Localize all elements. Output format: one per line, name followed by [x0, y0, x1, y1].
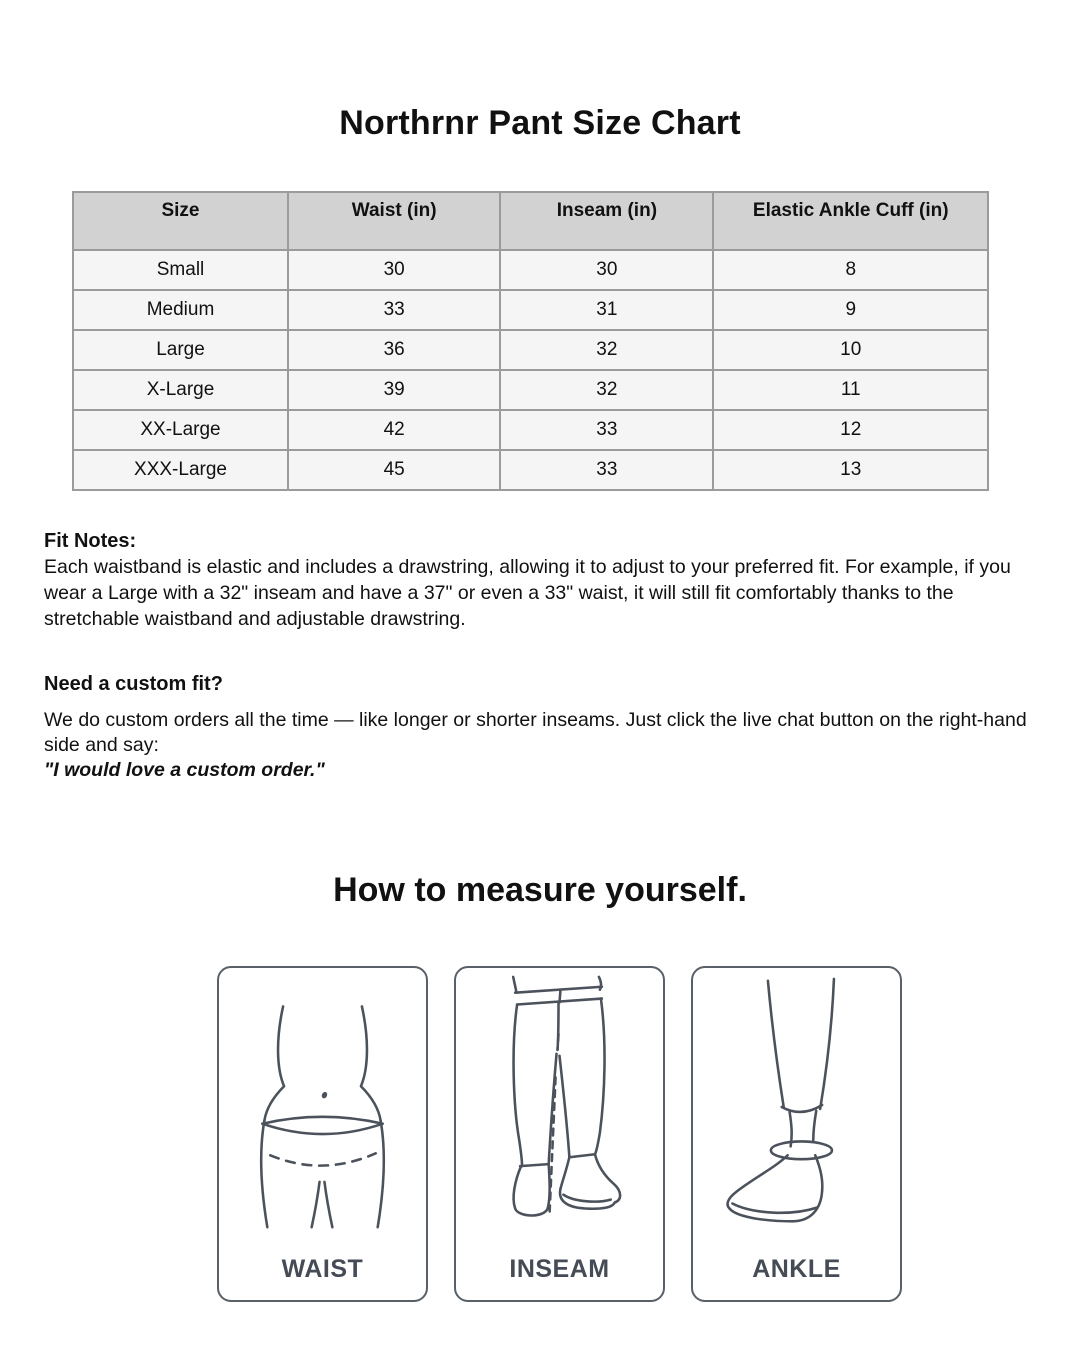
size-chart-table	[72, 191, 989, 491]
table-row	[73, 370, 988, 410]
waist-figure-icon	[221, 974, 424, 1236]
measure-card-inseam	[454, 966, 665, 1302]
measure-card-label: ANKLE	[752, 1255, 841, 1283]
table-cell: 33	[500, 450, 713, 490]
fit-notes-heading: Fit Notes:	[44, 530, 137, 552]
table-cell: 8	[713, 250, 988, 290]
table-cell: XXX-Large	[73, 450, 288, 490]
inseam-figure-icon	[458, 974, 661, 1236]
custom-fit-body: We do custom orders all the time — like longer or shorter inseams. Just click the live chat button on the right-hand side and say:	[44, 709, 1027, 756]
table-cell: 33	[500, 410, 713, 450]
table-row	[73, 290, 988, 330]
table-header-row	[73, 192, 988, 250]
measure-card-label: INSEAM	[509, 1255, 610, 1283]
measure-section-title: How to measure yourself.	[333, 871, 747, 909]
table-row	[73, 450, 988, 490]
table-cell: 32	[500, 370, 713, 410]
column-header-inseam: Inseam (in)	[500, 192, 713, 250]
table-row	[73, 410, 988, 450]
measure-card-label: WAIST	[281, 1255, 364, 1283]
table-row	[73, 250, 988, 290]
table-row	[73, 330, 988, 370]
table-cell: 39	[288, 370, 500, 410]
measure-cards-row	[217, 966, 902, 1302]
table-cell: 13	[713, 450, 988, 490]
table-cell: Small	[73, 250, 288, 290]
fit-notes-section	[44, 528, 1029, 632]
table-cell: 30	[288, 250, 500, 290]
page-title: Northrnr Pant Size Chart	[339, 104, 741, 142]
table-cell: 36	[288, 330, 500, 370]
table-cell: Large	[73, 330, 288, 370]
table-cell: 31	[500, 290, 713, 330]
custom-fit-heading: Need a custom fit?	[44, 673, 223, 695]
table-cell: 30	[500, 250, 713, 290]
table-cell: X-Large	[73, 370, 288, 410]
table-cell: 42	[288, 410, 500, 450]
custom-fit-quote: "I would love a custom order."	[44, 759, 325, 781]
measure-card-ankle	[691, 966, 902, 1302]
measure-card-waist	[217, 966, 428, 1302]
table-cell: 10	[713, 330, 988, 370]
table-cell: 12	[713, 410, 988, 450]
table-cell: 9	[713, 290, 988, 330]
fit-notes-body: Each waistband is elastic and includes a drawstring, allowing it to adjust to your preferred fit. For example, if you wear a Large with a 32" inseam and have a 37" or even a 33" waist, it will still fit comfortably thanks to the stretchable waistband and adjustable drawstring.	[44, 556, 1011, 630]
column-header-cuff: Elastic Ankle Cuff (in)	[713, 192, 988, 250]
column-header-size: Size	[73, 192, 288, 250]
ankle-figure-icon	[695, 974, 898, 1236]
table-cell: Medium	[73, 290, 288, 330]
custom-fit-section	[44, 672, 1029, 783]
table-cell: 32	[500, 330, 713, 370]
table-cell: 45	[288, 450, 500, 490]
table-cell: XX-Large	[73, 410, 288, 450]
table-cell: 11	[713, 370, 988, 410]
column-header-waist: Waist (in)	[288, 192, 500, 250]
table-cell: 33	[288, 290, 500, 330]
